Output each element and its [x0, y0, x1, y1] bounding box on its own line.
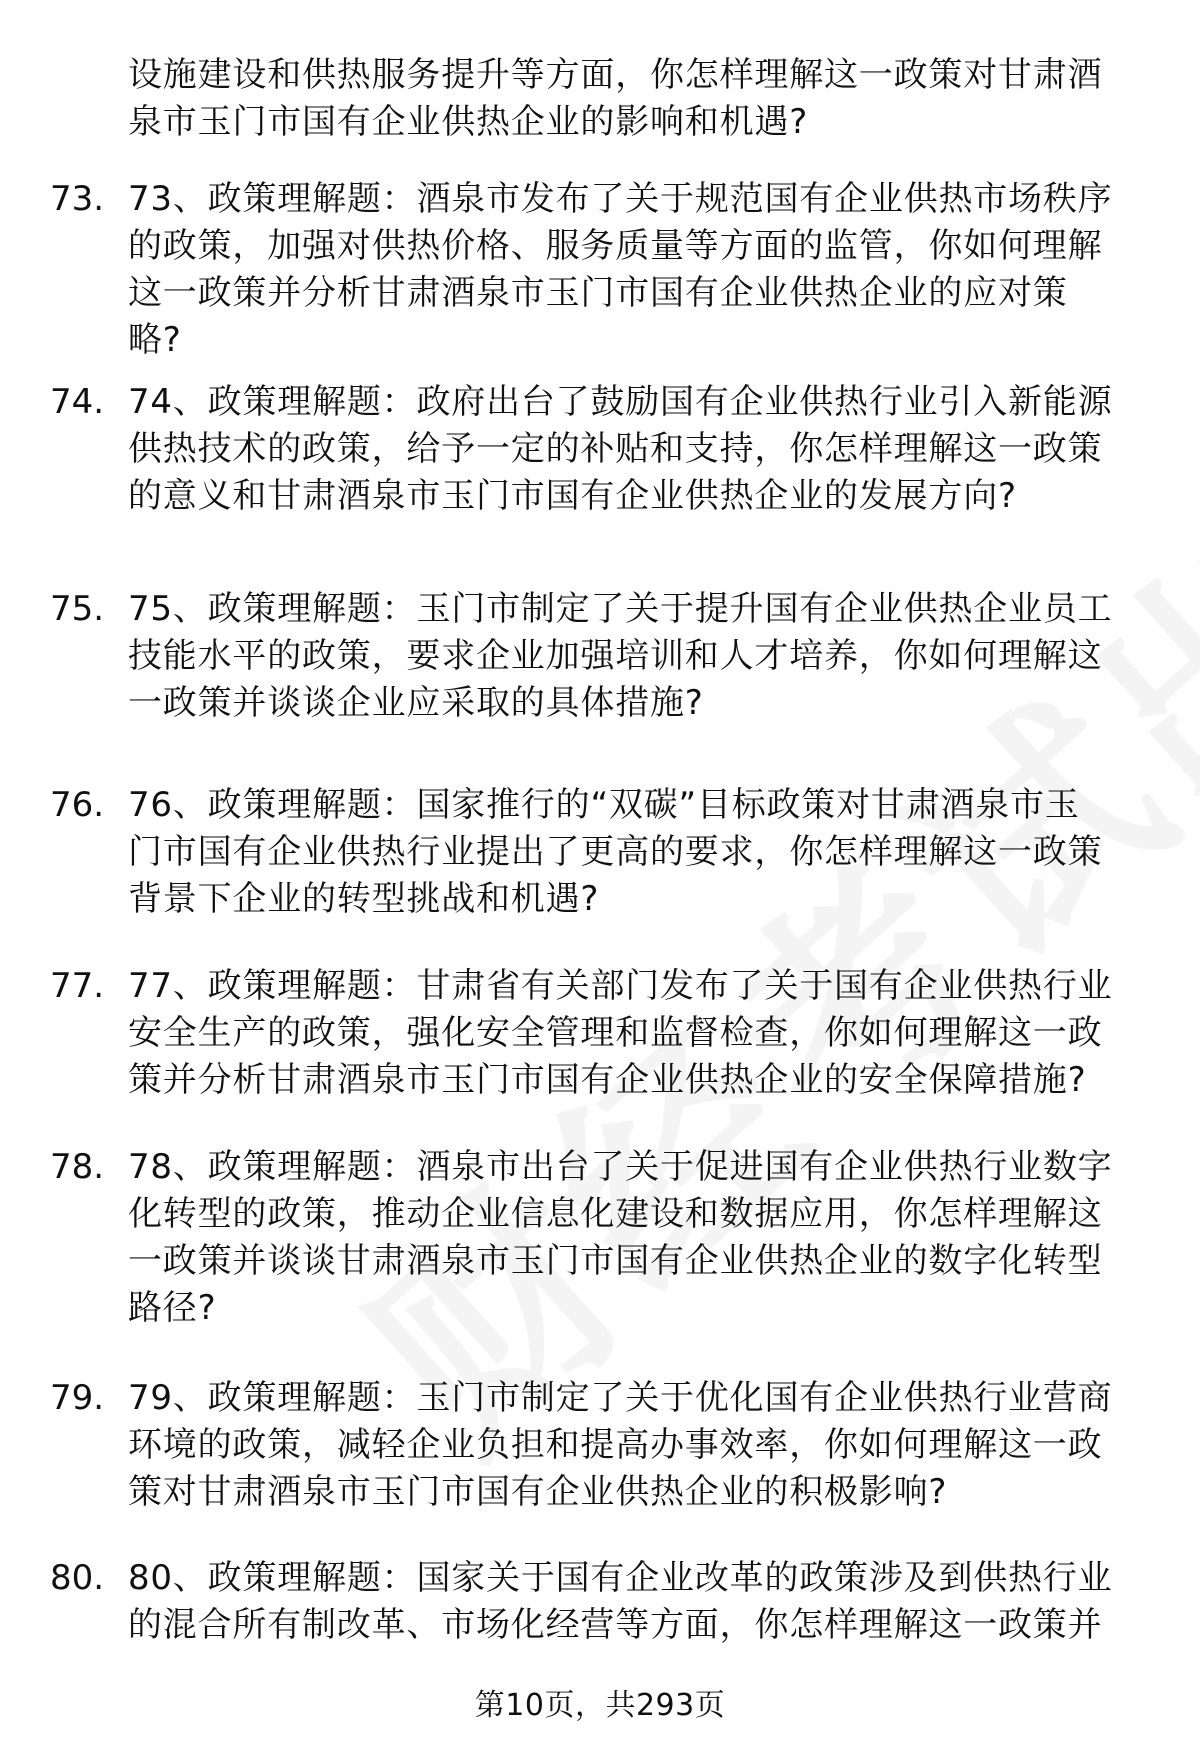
text-line: 技能水平的政策，要求企业加强培训和人才培养，你如何理解这	[128, 636, 1103, 676]
text-line: 供热技术的政策，给予一定的补贴和支持，你怎样理解这一政策	[128, 429, 1103, 469]
text-line: 的政策，加强对供热价格、服务质量等方面的监管，你如何理解	[128, 226, 1103, 266]
list-number: 76.	[50, 785, 105, 825]
question-text	[128, 1555, 1148, 1649]
text-line: 略?	[128, 320, 182, 360]
question-text	[128, 379, 1148, 520]
text-line: 76、政策理解题：国家推行的“双碳”目标政策对甘肃酒泉市玉	[128, 785, 1080, 825]
text-line: 策对甘肃酒泉市玉门市国有企业供热企业的积极影响?	[128, 1472, 948, 1512]
text-line: 门市国有企业供热行业提出了更高的要求，你怎样理解这一政策	[128, 832, 1103, 872]
text-line: 泉市玉门市国有企业供热企业的影响和机遇?	[128, 102, 809, 142]
list-number: 75.	[50, 589, 105, 629]
text-line: 79、政策理解题：玉门市制定了关于优化国有企业供热行业营商	[128, 1378, 1113, 1418]
text-line: 一政策并谈谈甘肃酒泉市玉门市国有企业供热企业的数字化转型	[128, 1241, 1103, 1281]
text-line: 化转型的政策，推动企业信息化建设和数据应用，你怎样理解这	[128, 1194, 1103, 1234]
question-text	[128, 1375, 1148, 1516]
text-line: 设施建设和供热服务提升等方面，你怎样理解这一政策对甘肃酒	[128, 55, 1103, 95]
list-number: 74.	[50, 382, 105, 422]
text-line: 这一政策并分析甘肃酒泉市玉门市国有企业供热企业的应对策	[128, 273, 1068, 313]
text-line: 74、政策理解题：政府出台了鼓励国有企业供热行业引入新能源	[128, 382, 1113, 422]
text-line: 75、政策理解题：玉门市制定了关于提升国有企业供热企业员工	[128, 589, 1113, 629]
question-text	[128, 586, 1148, 727]
question-text	[128, 1144, 1148, 1332]
page-footer: 第10页，共293页	[474, 1688, 726, 1723]
list-number: 77.	[50, 966, 105, 1006]
question-text	[128, 176, 1148, 364]
text-line: 一政策并谈谈企业应采取的具体措施?	[128, 683, 704, 723]
list-number: 79.	[50, 1378, 105, 1418]
text-line: 77、政策理解题：甘肃省有关部门发布了关于国有企业供热行业	[128, 966, 1113, 1006]
question-text	[128, 963, 1148, 1104]
continuation-paragraph	[128, 52, 1148, 146]
list-number: 73.	[50, 179, 105, 219]
text-line: 的混合所有制改革、市场化经营等方面，你怎样理解这一政策并	[128, 1605, 1103, 1645]
text-line: 的意义和甘肃酒泉市玉门市国有企业供热企业的发展方向?	[128, 476, 1017, 516]
text-line: 安全生产的政策，强化安全管理和监督检查，你如何理解这一政	[128, 1013, 1103, 1053]
text-line: 策并分析甘肃酒泉市玉门市国有企业供热企业的安全保障措施?	[128, 1060, 1087, 1100]
text-line: 80、政策理解题：国家关于国有企业改革的政策涉及到供热行业	[128, 1558, 1113, 1598]
list-number: 80.	[50, 1558, 105, 1598]
list-number: 78.	[50, 1147, 105, 1187]
text-line: 背景下企业的转型挑战和机遇?	[128, 879, 600, 919]
text-line: 环境的政策，减轻企业负担和提高办事效率，你如何理解这一政	[128, 1425, 1103, 1465]
text-line: 路径?	[128, 1288, 217, 1328]
text-line: 73、政策理解题：酒泉市发布了关于规范国有企业供热市场秩序	[128, 179, 1113, 219]
question-text	[128, 782, 1148, 923]
text-line: 78、政策理解题：酒泉市出台了关于促进国有企业供热行业数字	[128, 1147, 1113, 1187]
